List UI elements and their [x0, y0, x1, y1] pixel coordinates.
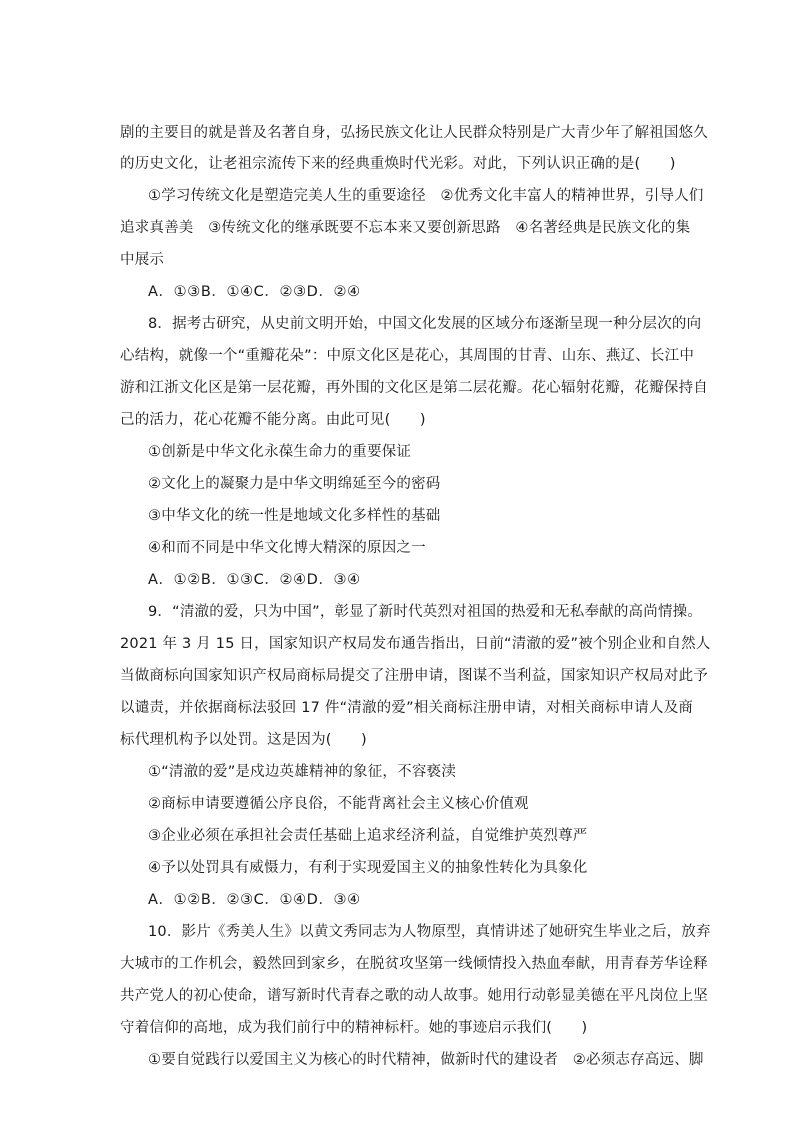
q8-item-4: ④和而不同是中华文化博大精深的原因之一 [148, 540, 426, 556]
q7-stem-line-2: 的历史文化，让老祖宗流传下来的经典重焕时代光彩。对此，下列认识正确的是( ) [120, 156, 676, 172]
q10-stem-line-3: 共产党人的初心使命，谱写新时代青春之歌的动人故事。她用行动彰显美德在平凡岗位上坚 [120, 988, 708, 1004]
q9-stem-line-4: 以谴责，并依据商标法驳回 17 件“清澈的爱”相关商标注册申请，对相关商标申请人及商 [120, 700, 694, 716]
q7-options: A．①③B．①④C．②③D．②④ [148, 284, 361, 300]
q8-stem-line-1: 8．据考古研究，从史前文明开始，中国文化发展的区域分布逐渐呈现一种分层次的向 [148, 316, 702, 332]
q8-stem-line-2: 心结构，就像一个“重瓣花朵”：中原文化区是花心，其周围的甘青、山东、燕辽、长江中 [120, 348, 695, 364]
q9-stem-line-1: 9．“清澈的爱，只为中国”，彰显了新时代英烈对祖国的热爱和无私奉献的高尚情操。 [148, 604, 703, 620]
q8-item-1: ①创新是中华文化永葆生命力的重要保证 [148, 444, 412, 460]
q9-item-2: ②商标申请要遵循公序良俗，不能背离社会主义核心价值观 [148, 796, 529, 812]
q9-item-4: ④予以处罚具有威慑力，有利于实现爱国主义的抽象性转化为具象化 [148, 860, 588, 876]
q9-stem-line-2: 2021 年 3 月 15 日，国家知识产权局发布通告指出，日前“清澈的爱”被个别企业和自然人 [120, 636, 711, 652]
q7-stem-line-1: 剧的主要目的就是普及名著自身，弘扬民族文化让人民群众特别是广大青少年了解祖国悠久 [120, 125, 708, 141]
q10-stem-line-4: 守着信仰的高地，成为我们前行中的精神标杆。她的事迹启示我们( ) [120, 1020, 588, 1036]
q9-options: A．①②B．②③C．①④D．③④ [148, 892, 361, 908]
q7-item-line-1: ①学习传统文化是塑造完美人生的重要途径 ②优秀文化丰富人的精神世界，引导人们 [148, 188, 704, 204]
q10-stem-line-2: 大城市的工作机会，毅然回到家乡，在脱贫攻坚第一线倾情投入热血奉献，用青春芳华诠释 [120, 956, 708, 972]
q8-stem-line-4: 己的活力，花心花瓣不能分离。由此可见( ) [120, 412, 426, 428]
q7-item-line-2: 追求真善美 ③传统文化的继承既要不忘本来又要创新思路 ④名著经典是民族文化的集 [120, 220, 691, 236]
q9-stem-line-3: 当做商标向国家知识产权局商标局提交了注册申请，图谋不当利益，国家知识产权局对此予 [120, 668, 708, 684]
q7-item-line-3: 中展示 [120, 252, 165, 268]
q9-stem-line-5: 标代理机构予以处罚。这是因为( ) [120, 732, 367, 748]
q10-stem-line-1: 10．影片《秀美人生》以黄文秀同志为人物原型，真情讲述了她研究生毕业之后，放弃 [148, 924, 711, 940]
q9-item-3: ③企业必须在承担社会责任基础上追求经济利益，自觉维护英烈尊严 [148, 828, 588, 844]
q10-item-line-1: ①要自觉践行以爱国主义为核心的时代精神，做新时代的建设者 ②必须志存高远、脚 [148, 1052, 704, 1068]
q8-item-2: ②文化上的凝聚力是中华文明绵延至今的密码 [148, 476, 441, 492]
q9-item-1: ①“清澈的爱”是戍边英雄精神的象征，不容亵渎 [148, 764, 456, 780]
q8-stem-line-3: 游和江浙文化区是第一层花瓣，再外围的文化区是第二层花瓣。花心辐射花瓣，花瓣保持自 [120, 380, 708, 396]
q8-options: A．①②B．①③C．②④D．③④ [148, 572, 361, 588]
q8-item-3: ③中华文化的统一性是地域文化多样性的基础 [148, 508, 441, 524]
